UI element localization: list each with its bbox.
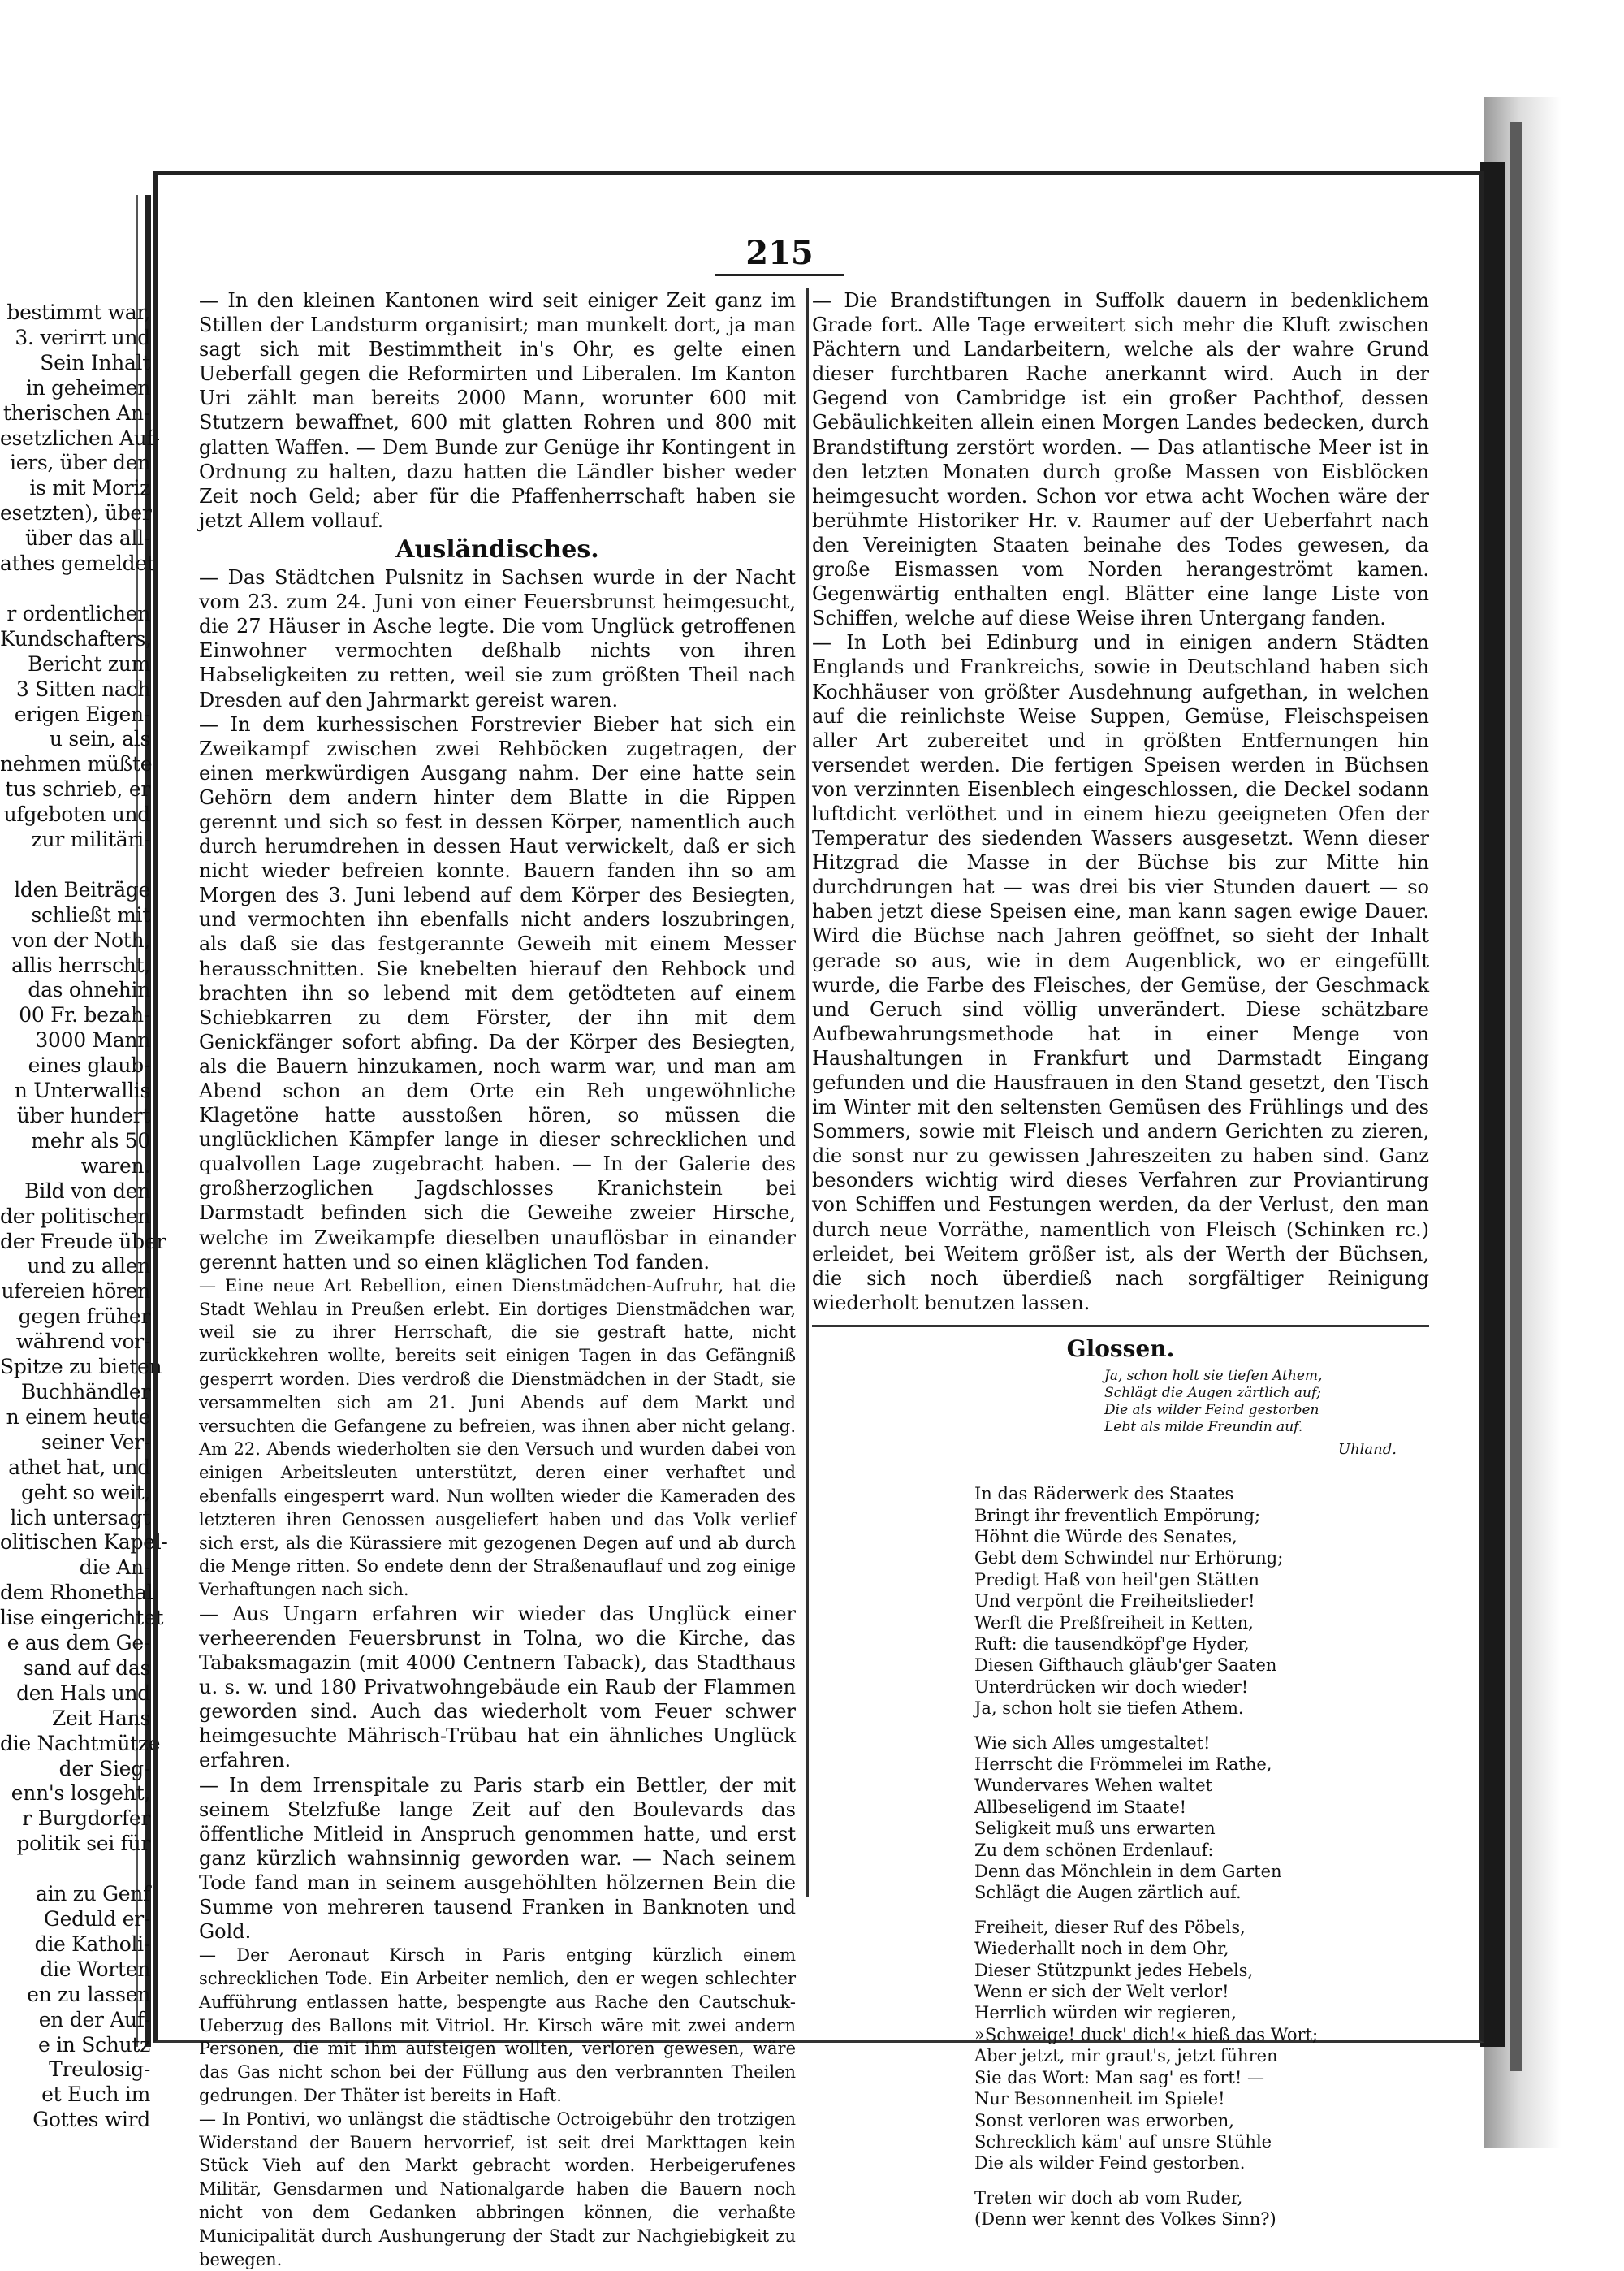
fragment-line: e in Schutz [37,2032,150,2057]
fragment-line: mehr als 50 [31,1128,150,1153]
fragment-line: Treulosig- [49,2057,150,2082]
fragment-line: eines glaub- [28,1053,150,1078]
previous-page-fragment [0,301,168,2132]
fragment-line: en zu lassen [27,1982,150,2006]
fragment-line: esetzlichen Auf- [0,426,160,450]
fragment-line: Sein Inhalt [40,350,150,374]
poem-line: Schlägt die Augen zärtlich auf. [974,1883,1242,1903]
poem-stanza-2 [974,1732,1429,1904]
motto-line: Ja, schon holt sie tiefen Athem, [1104,1368,1323,1385]
article-landsturm: — In den kleinen Kantonen wird seit einiger Zeit ganz im Stillen der Landsturm organisirt; man munkelt dort, ja man sagt sich mit Bestimmtheit in's Ohr, es gelte einen Ueberfall gegen die Reformirten und Liberalen. Im Kanton Uri zählt man bereits 2000 Mann, worunter 600 mit Stutzern bewaffnet, 600 mit glatten Rohren und 800 mit glatten Waffen. — Dem Bunde zur Genüge ihr Kontingent in Ordnung zu halten, dazu hatten die Ländler bisher weder Zeit noch Geld; aber für die Pfaffenherrschaft haben sie jetzt Allem vollauf. [199,289,796,532]
fragment-line: bestimmt war, [6,301,150,324]
fragment-line: Bild von den [24,1179,150,1203]
fragment-line: lden Beiträge [14,877,150,902]
fragment-line: lise eingerichtet [0,1606,164,1630]
fragment-line: und zu allen [27,1254,150,1278]
fragment-line: n Unterwallis [14,1079,150,1103]
poem-line: »Schweige! duck' dich!« hieß das Wort; [974,2024,1319,2044]
poem-line: Bringt ihr freventlich Empörung; [974,1505,1261,1525]
poem-line: Wiederhallt noch in dem Ohr, [974,1939,1229,1959]
fragment-line: das ohnehin [28,978,150,1002]
fragment-line: zur militäri- [31,828,150,852]
page-number: 215 [715,234,844,276]
poem-line: Und verpönt die Freiheitslieder! [974,1591,1255,1611]
poem-line: Wenn er sich der Welt verlor! [974,1982,1229,2002]
poem-line: Sonst verloren was erworben, [974,2110,1234,2130]
section-heading-auslaendisches: Ausländisches. [395,534,599,564]
motto-author: Uhland. [1337,1441,1397,1459]
poem-line: Wie sich Alles umgestaltet! [974,1732,1211,1753]
right-column [812,288,1429,2243]
fragment-line: lich untersagt [10,1505,150,1529]
fragment-line: die An- [79,1555,150,1580]
fragment-line: Geduld er- [43,1907,150,1931]
motto-line: Lebt als milde Freundin auf. [1104,1419,1303,1436]
poem-line: Diesen Gifthauch gläub'ger Saaten [974,1655,1277,1676]
article-wehlau: — Eine neue Art Rebellion, einen Dienstmädchen-Aufruhr, hat die Stadt Wehlau in Preußen erlebt. Ein dortiges Dienstmädchen war, weil sie zu ihrer Herrschaft, die sie gestraft hatte, nicht zurückkehren wollte, bereits seit einigen Tagen in das Gefängniß gesperrt worden. Dies verdroß die Dienstmädchen in der Stadt, sie versammelten sich am 21. Juni Abends auf dem Markt und versuchten die Gefangene zu befreien, was ihnen aber nicht gelang. Am 22. Abends wiederholten sie den Versuch und wurden dabei von einigen Arbeitsleuten unterstützt, deren einer verhaftet und ebenfalls eingesperrt ward. Nun wollten wieder die Kameraden des letzteren ihren Genossen ausgeliefert haben und das Volk verlief sich erst, als die Kürassiere mit gezogenen Degen auf und ab durch die Menge ritten. So endete denn der Straßenauflauf und zog einige Verhaftungen nach sich. [199,1275,796,1600]
poem-line: Unterdrücken wir doch wieder! [974,1676,1249,1697]
section-rule [812,1325,1429,1327]
poem-line: Predigt Haß von heil'gen Stätten [974,1569,1259,1590]
fragment-line: ain zu Genf [36,1882,150,1906]
fragment-line: 3 Sitten nach [15,677,150,701]
poem-line: Höhnt die Würde des Senates, [974,1526,1237,1546]
article-rehboecke: — In dem kurhessischen Forstrevier Bieber hat sich ein Zweikampf zwischen zwei Rehböcken zugetragen, der einen merkwürdigen Ausgang nahm. Der eine hatte sein Gehörn dem andern hinter dem Blatte in die Rippen gerennt und sich so fest in dessen Körper, namentlich auch durch herumdrehen in dessen Haut verwickelt, daß er sich nicht wieder befreien konnte. Bauern fanden ihn so am Morgen des 3. Juni lebend auf dem Körper des Besiegten, und vermochten ihn ebenfalls nicht anders loszubringen, als daß sie das festgerannte Geweih mit einem Messer herausschnitten. Sie knebelten hierauf den Rehbock und brachten ihn so lebend mit dem getödteten auf einem Schiebkarren zu dem Förster, der ihn mit dem Genickfänger sofort abfing. Da der Körper des Besiegten, als die Bauern hinzukamen, noch warm war, und man am Abend schon an dem Orte ein Reh ungewöhnliche Klagetöne hatte ausstoßen hören, so müssen die unglücklichen Kämpfer lange in dieser schrecklichen und qualvollen Lage zugebracht haben. — In der Galerie des großherzoglichen Jagdschlosses Kranichstein bei Darmstadt befinden sich die Geweihe zweier Hirsche, welche im Zweikampfe dieselben unauflösbar in einander gerennt hatten und so einen kläglichen Tod fanden. [199,712,796,1274]
fragment-line: allis herrscht, [11,953,150,977]
book-spine-shadow [1510,122,1522,2071]
fragment-line: Zeit Hans [51,1706,150,1730]
poem-line: Dieser Stützpunkt jedes Hebels, [974,1960,1254,1980]
gloss-title: Glossen. [1066,1334,1175,1362]
poem-line: Freiheit, dieser Ruf des Pöbels, [974,1917,1246,1937]
fragment-line: r ordentlichen [6,601,150,625]
article-kirsch: — Der Aeronaut Kirsch in Paris entging kürzlich einem schrecklichen Tode. Ein Arbeiter nemlich, den er wegen schlechter Aufführung entlassen hatte, bespengte aus Rache den Cautschuk-Ueberzug des Ballons mit Vitriol. Hr. Kirsch wäre mit zwei andern Personen, die mit ihm aufsteigen wollten, verloren gewesen, wäre das Gas nicht schon bei der Füllung aus den verbrannten Theilen gedrungen. Der Thäter ist bereits in Haft. [199,1945,796,2105]
fragment-line: iers, über den [10,451,150,475]
fragment-line: 00 Fr. bezah- [19,1003,150,1027]
poem-line: Gebt dem Schwindel nur Erhörung; [974,1548,1284,1568]
scan-right-edge [1484,97,1624,2148]
fragment-line: Buchhändler [20,1379,150,1404]
fragment-line: der Freude über [0,1229,166,1253]
fragment-line: Bericht zum [28,651,150,676]
fragment-line: therischen An- [2,400,150,425]
fragment-line: et Euch im [41,2083,150,2107]
fragment-line: en der Auf- [38,2007,150,2031]
fragment-line: Kundschafters, [0,626,152,651]
fragment-line: schließt mit [31,902,150,927]
poem-line: Herrscht die Frömmelei im Rathe, [974,1754,1272,1774]
fragment-line: 3000 Mann [35,1028,150,1053]
article-paris-bettler: — In dem Irrenspitale zu Paris starb ein Bettler, der mit seinem Stelzfuße lange Zeit auf den Boulevards das öffentliche Mitleid in Anspruch genommen hatte, und erst ganz kürzlich wahnsinnig geworden war. — Nach seinem Tode fand man in seinem ausgehöhlten hölzernen Bein die Summe von mehreren tausend Franken in Banknoten und Gold. [199,1773,796,1944]
poem-line: (Denn wer kennt des Volkes Sinn?) [974,2209,1276,2230]
fragment-line: e aus dem Ge- [6,1631,150,1655]
poem-line: Aber jetzt, mir graut's, jetzt führen [974,2046,1278,2066]
motto-line: Die als wilder Feind gestorben [1104,1402,1320,1419]
poem-line: Ruft: die tausendköpf'ge Hyder, [974,1633,1250,1654]
fragment-line [0,1857,150,1882]
fragment-line: u sein, als [49,727,150,751]
left-column [199,288,796,2271]
fragment-line: ufereien hören [1,1279,150,1304]
poem-line: Die als wilder Feind gestorben. [974,2153,1246,2174]
fragment-line [0,577,150,602]
fragment-line: über hundert [16,1104,150,1127]
fragment-line: gegen früher [18,1304,150,1329]
fragment-line: dem Rhonethal [0,1581,153,1605]
fragment-line: esetzten), über [0,501,152,526]
fragment-line: enn's losgeht, [11,1781,150,1806]
fragment-line: den Hals und [16,1681,150,1705]
fragment-line: während vor- [15,1330,150,1354]
fragment-line [0,853,150,878]
poem-line: Seligkeit muß uns erwarten [974,1819,1216,1839]
poem-line: Zu dem schönen Erdenlauf: [974,1840,1214,1860]
fragment-line: athes gemeldet [0,552,155,576]
fragment-line: n einem heute [6,1404,150,1429]
fragment-line: von der Noth, [11,928,150,952]
fragment-line: geht so weit, [20,1480,150,1504]
fragment-line: 3. verirrt und [15,325,150,349]
poem-stanza-1 [974,1483,1429,1719]
motto-line: Schlägt die Augen zärtlich auf; [1104,1385,1322,1402]
fragment-line: sand auf das [23,1655,150,1680]
poem-line: Schrecklich käm' auf unsre Stühle [974,2131,1272,2152]
article-kochhaeuser: — In Loth bei Edinburg und in einigen andern Städten Englands und Frankreichs, sowie in Deutschland haben sich Kochhäuser von größter Ausdehnung aufgethan, in welchen auf die reinlichste Weise Suppen, Gemüse, Fleischspeisen aller Art zubereitet und in größten Entfernungen hin versendet werden. Die fertigen Speisen werden in Büchsen von verzinnten Eisenblech eingeschlossen, die Deckel sodann luftdicht verlöthet und in einem hiezu geeigneten Ofen der Temperatur des siedenden Wassers ausgesetzt. Wenn dieser Hitzgrad die Masse in der Büchse bis zur Mitte hin durchdrungen hat — was drei bis vier Stunden dauert — so haben jetzt diese Speisen eine, man kann sagen ewige Dauer. Wird die Büchse nach Jahren geöffnet, so sieht der Inhalt gerade so aus, wie in dem Augenblick, wo er eingefüllt wurde, die Farbe des Fleisches, der Gemüse, der Geschmack und Geruch sind völlig unverändert. Diese schätzbare Aufbewahrungsmethode hat in einer Menge von Haushaltungen in Frankfurt und Darmstadt Eingang gefunden und die Hausfrauen in den Stand gesetzt, den Tisch im Winter mit den seltensten Gemüsen des Frühlings und des Sommers, sowie mit Fleisch und andern Gerichten zu zieren, die sonst nur zu gewissen Jahreszeiten zu haben sind. Ganz besonders wichtig wird dieses Verfahren zur Proviantirung von Schiffen und Festungen werden, da der Verlust, den man durch neue Vorräthe, namentlich von Fleisch (Schinken rc.) erleidet, bei Weitem größer ist, als der Werth der Büchsen, die sich noch überdieß nach sorgfältiger Reinigung wiederholt benutzen lassen. [812,631,1429,1314]
article-suffolk: — Die Brandstiftungen in Suffolk dauern in bedenklichem Grade fort. Alle Tage erweitert sich mehr die Kluft zwischen Pächtern und Landarbeitern, welche als der wahre Grund dieser furchtbaren Rache anerkannt wird. Auch in der Gegend von Cambridge ist ein großer Pachthof, dessen Gebäulichkeiten allein einen Morgen Landes bedecken, durch Brandstiftung zerstört worden. — Das atlantische Meer ist in den letzten Monaten durch große Massen von Eisblöcken heimgesucht worden. Schon vor etwa acht Wochen wäre der berühmte Historiker Hr. v. Raumer auf der Ueberfahrt nach den Vereinigten Staaten beinahe des Todes gewesen, da große Eismassen vom Norden herangeströmt kamen. Gegenwärtig enthalten engl. Blätter eine lange Liste von Schiffen, welche auf diese Weise ihren Untergang fanden. [812,289,1429,630]
article-tolna: — Aus Ungarn erfahren wir wieder das Unglück einer verheerenden Feuersbrunst in Tolna, wo die Kirche, das Tabaksmagazin (mit 4000 Centnern Taback), das Stadthaus u. s. w. und 180 Privatwohngebäude ein Raub der Flammen geworden sind. Auch das wiederholt vom Feuer schwer heimgesuchte Mährisch-Trübau hat ein ähnliches Unglück erfahren. [199,1602,796,1772]
article-pontivi: — In Pontivi, wo unlängst die städtische Octroigebühr den trotzigen Widerstand der Bauern hervorrief, ist seit drei Markttagen kein Stück Vieh auf den Markt gebracht worden. Herbeigerufenes Militär, Gensdarmen und Nationalgarde haben die Bauern noch nicht von dem Gedanken abbringen können, die verhaßte Municipalität durch Aushungerung der Stadt zur Nachgiebigkeit zu bewegen. [199,2109,796,2269]
poem [974,1483,1429,2230]
poem-line: Nur Besonnenheit im Spiele! [974,2089,1225,2109]
fragment-line: über das all- [25,526,150,551]
poem-line: Allbeseligend im Staate! [974,1797,1187,1817]
fragment-line: die Katholi- [34,1931,150,1956]
poem-line: Wundervares Wehen waltet [974,1776,1212,1796]
fragment-line: waren. [80,1153,150,1178]
fragment-line: der Sieg- [58,1756,150,1780]
fragment-line: erigen Eigen- [14,702,150,726]
poem-line: Sie das Wort: Man sag' es fort! — [974,2067,1264,2087]
fragment-line: olitischen Kapel- [0,1530,168,1555]
column-divider [806,288,809,1897]
fragment-line: Spitze zu bieten [0,1355,162,1379]
fragment-line: tus schrieb, er [5,777,150,802]
poem-line: Herrlich würden wir regieren, [974,2003,1237,2023]
fragment-line: die Nachtmütze [0,1731,161,1755]
fragment-line: in geheimen [25,375,150,400]
poem-line: In das Räderwerk des Staates [974,1484,1234,1504]
article-pulsnitz: — Das Städtchen Pulsnitz in Sachsen wurde in der Nacht vom 23. zum 24. Juni von einer Feuersbrunst heimgesucht, die 27 Häuser in Asche legte. Die vom Unglück getroffenen Einwohner vermochten deßhalb nichts von ihren Habseligkeiten zu retten, weil sie zum größten Theil nach Dresden auf den Jahrmarkt gereist waren. [199,566,796,712]
poem-line: Treten wir doch ab vom Ruder, [974,2187,1243,2208]
fragment-line: politik sei für [16,1832,150,1856]
motto [1104,1368,1429,1436]
poem-line: Ja, schon holt sie tiefen Athem. [974,1698,1244,1719]
fragment-line: nehmen müßte. [0,752,158,776]
poem-stanza-3 [974,1917,1429,2174]
fragment-line: r Burgdorfer [22,1806,150,1831]
fragment-line: Gottes wird [32,2108,150,2132]
fragment-line: die Worten [40,1957,150,1981]
poem-stanza-4 [974,2187,1429,2230]
fragment-line: seiner Ver- [41,1430,150,1454]
poem-line: Denn das Mönchlein in dem Garten [974,1862,1282,1882]
fragment-line: athet hat, und [8,1455,150,1479]
fragment-line: ufgeboten und [3,802,150,827]
fragment-line: is mit Moriz [29,476,150,500]
fragment-line: der politischen [0,1204,151,1228]
poem-line: Werft die Preßfreiheit in Ketten, [974,1612,1254,1633]
